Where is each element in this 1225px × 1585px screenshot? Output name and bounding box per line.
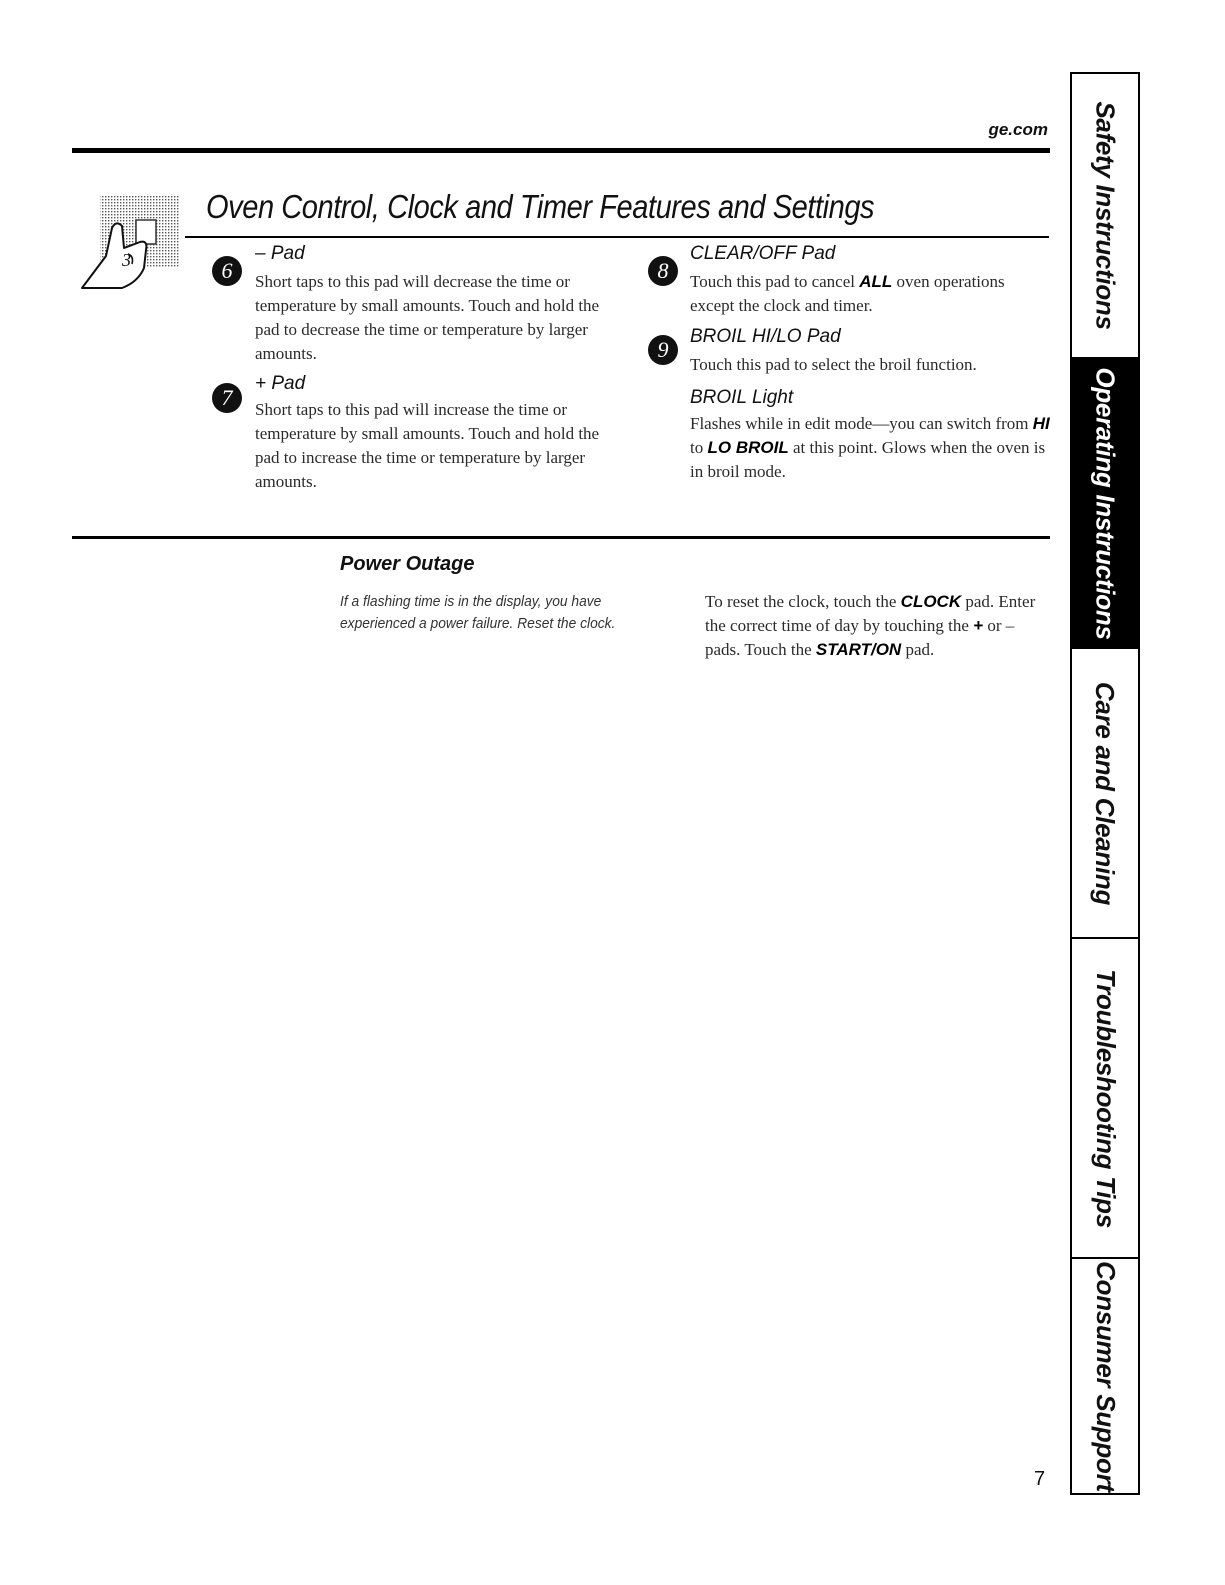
po-text-1: To reset the clock, touch the: [705, 592, 901, 611]
minus-pad-heading: – Pad: [255, 243, 305, 264]
hand-touch-icon: [78, 190, 188, 290]
svg-text:3: 3: [122, 250, 131, 270]
po-text-3: or – pads. Touch the: [705, 616, 1015, 659]
broil-light-text-c: at this point. Glows when the oven is in broil mode.: [690, 438, 1046, 481]
site-url[interactable]: ge.com: [988, 120, 1048, 139]
plus-pad-text: Short taps to this pad will increase the time or temperature by small amounts. Touch and hold the pad to increase the time or temperature by larger amounts.: [255, 400, 600, 491]
clear-off-pad-text: [690, 270, 1035, 318]
badge-9: 9: [648, 335, 678, 365]
clear-off-text-b: oven operations except the clock and timer.: [690, 272, 1005, 315]
broil-pad-text: Touch this pad to select the broil function.: [690, 355, 977, 374]
broil-light-kw-lo: LO BROIL: [707, 438, 789, 457]
plus-pad-heading: + Pad: [255, 373, 306, 394]
po-kw-start-on: START/ON: [815, 640, 902, 659]
clear-off-pad-heading: CLEAR/OFF Pad: [690, 243, 836, 264]
broil-light-kw-hi: HI: [1032, 414, 1050, 433]
badge-8: 8: [648, 256, 678, 286]
power-outage-note: If a flashing time is in the display, you have experienced a power failure. Reset the clock.: [340, 593, 616, 632]
power-outage-instructions: [705, 590, 1050, 662]
tab-label: Consumer Support: [1090, 1260, 1121, 1492]
tab-safety-instructions[interactable]: [1072, 74, 1138, 359]
clear-off-keyword: ALL: [859, 272, 893, 291]
tab-label: Operating Instructions: [1090, 366, 1121, 640]
tab-consumer-support[interactable]: [1072, 1259, 1138, 1493]
broil-light-text-a: Flashes while in edit mode—you can switch from: [690, 414, 1033, 433]
header-rule: [72, 148, 1050, 153]
tab-operating-instructions[interactable]: [1072, 359, 1138, 649]
section-tabs: [1070, 72, 1140, 1495]
broil-pad-heading: BROIL HI/LO Pad: [690, 326, 841, 347]
broil-light-heading: BROIL Light: [690, 387, 794, 408]
tab-care-and-cleaning[interactable]: [1072, 649, 1138, 939]
page-number: 7: [1034, 1468, 1046, 1490]
badge-6: 6: [212, 256, 242, 286]
clear-off-text-a: Touch this pad to cancel: [690, 272, 860, 291]
badge-7: 7: [212, 383, 242, 413]
po-kw-clock: CLOCK: [900, 592, 962, 611]
tab-troubleshooting-tips[interactable]: [1072, 939, 1138, 1259]
tab-label: Care and Cleaning: [1090, 681, 1121, 905]
tab-label: Troubleshooting Tips: [1090, 968, 1121, 1228]
power-outage-heading: Power Outage: [340, 553, 475, 575]
section-rule: [72, 536, 1050, 539]
broil-light-text: [690, 412, 1050, 484]
minus-pad-text: Short taps to this pad will decrease the time or temperature by small amounts. Touch and hold the pad to decrease the time or temperature by larger amounts.: [255, 272, 600, 363]
po-kw-plus: +: [973, 616, 984, 635]
broil-light-text-b: to: [690, 438, 708, 457]
title-rule: [185, 236, 1049, 238]
po-text-2: pad. Enter the correct time of day by touching the: [705, 592, 1036, 635]
tab-label: Safety Instructions: [1090, 101, 1121, 330]
page-title: Oven Control, Clock and Timer Features and Settings: [206, 188, 875, 225]
po-text-4: pad.: [901, 640, 935, 659]
